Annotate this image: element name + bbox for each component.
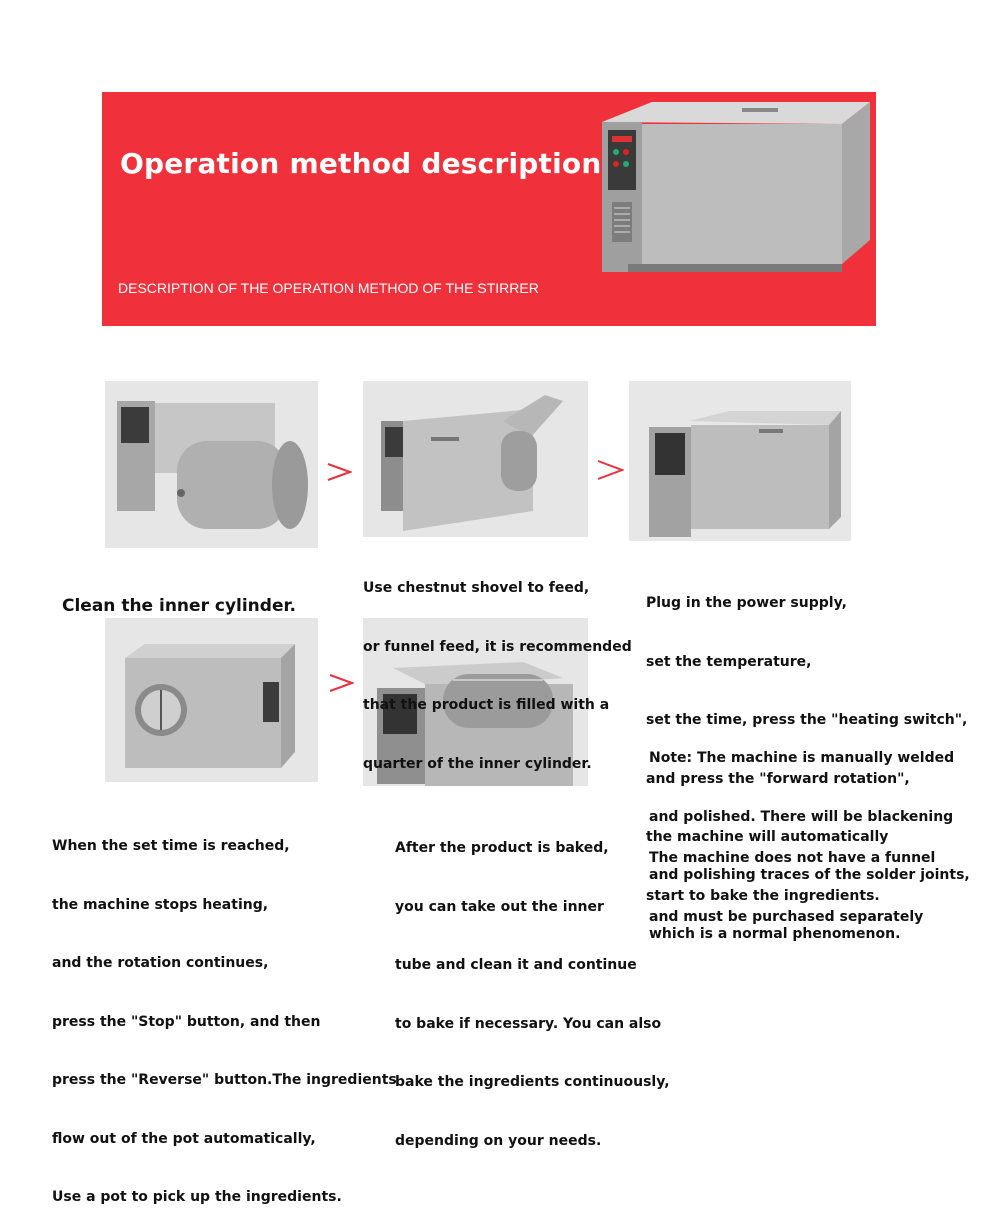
chevron-right-icon bbox=[328, 673, 354, 693]
step3-caption: Plug in the power supply, set the temperature, set the time, press the "heating switch", and press the "forward rotation", the machine will automatically start to bake the ingredients. bbox=[646, 595, 968, 904]
banner-subtitle: DESCRIPTION OF THE OPERATION METHOD OF THE STIRRER bbox=[118, 280, 539, 296]
step2-image bbox=[363, 381, 588, 537]
chevron-right-icon bbox=[596, 459, 624, 481]
step1-caption: Clean the inner cylinder. bbox=[62, 596, 296, 616]
banner-title: Operation method description bbox=[120, 147, 602, 180]
step3-image bbox=[629, 381, 851, 541]
note-welding: Note: The machine is manually welded and polished. There will be blackening and polishing traces of the solder joints, which is a normal phenomenon. bbox=[649, 750, 970, 942]
step4-image bbox=[105, 618, 318, 782]
roaster-machine-image bbox=[592, 92, 876, 326]
step2-caption: Use chestnut shovel to feed, or funnel feed, it is recommended that the product is filled with a quarter of the inner cylinder. bbox=[363, 580, 632, 772]
step4-caption: When the set time is reached, the machine stops heating, and the rotation continues, press the "Stop" button, and then press the "Reverse" button.The ingredients flow out of the pot automatically, Use a pot to pick up the ingredients. bbox=[52, 838, 397, 1205]
note-funnel: The machine does not have a funnel and must be purchased separately bbox=[649, 850, 936, 925]
step5-caption: After the product is baked, you can take out the inner tube and clean it and continue to bake if necessary. You can also bake the ingredients continuously, depending on your needs. bbox=[395, 840, 670, 1149]
step1-image bbox=[105, 381, 318, 548]
chevron-right-icon bbox=[326, 462, 352, 482]
header-banner bbox=[102, 92, 876, 326]
